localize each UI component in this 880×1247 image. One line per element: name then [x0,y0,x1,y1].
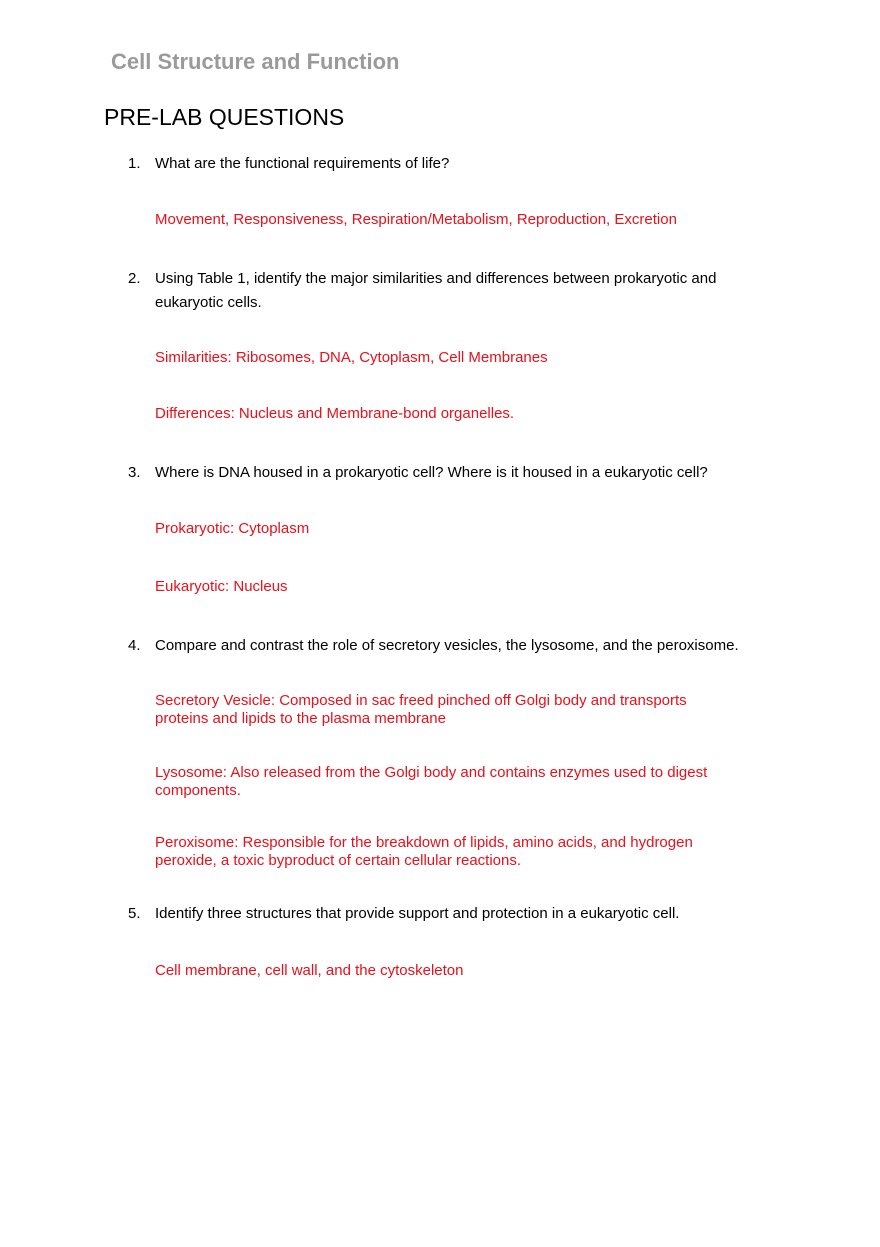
question-5-number: 5. [128,905,141,922]
question-1-text: What are the functional requirements of life? [155,155,450,172]
page-header-title: Cell Structure and Function [111,49,400,74]
question-4-number: 4. [128,637,141,654]
question-3-answer-1: Prokaryotic: Cytoplasm [155,520,310,537]
question-4-answer-1: Secretory Vesicle: Composed in sac freed pinched off Golgi body and transports proteins and lipids to the plasma membrane [155,692,687,727]
question-4-text: Compare and contrast the role of secretory vesicles, the lysosome, and the peroxisome. [155,637,739,654]
question-4-answer-3: Peroxisome: Responsible for the breakdown of lipids, amino acids, and hydrogen peroxide, a toxic byproduct of certain cellular reactions. [155,834,693,869]
question-1-answer-1: Movement, Responsiveness, Respiration/Metabolism, Reproduction, Excretion [155,211,677,228]
question-2-answer-2: Differences: Nucleus and Membrane-bond organelles. [155,405,515,422]
question-3-number: 3. [128,464,141,481]
question-3-answer-2: Eukaryotic: Nucleus [155,578,288,595]
question-4-answer-2: Lysosome: Also released from the Golgi body and contains enzymes used to digest components. [155,764,708,799]
question-2-number: 2. [128,270,141,287]
question-3-text: Where is DNA housed in a prokaryotic cell? Where is it housed in a eukaryotic cell? [155,464,708,481]
question-2-answer-1: Similarities: Ribosomes, DNA, Cytoplasm, Cell Membranes [155,349,548,366]
question-1-number: 1. [128,155,141,172]
question-2-text: Using Table 1, identify the major similarities and differences between prokaryotic and eukaryotic cells. [155,270,717,311]
question-5-answer-1: Cell membrane, cell wall, and the cytoskeleton [155,962,464,979]
section-title: PRE-LAB QUESTIONS [104,104,345,130]
question-5-text: Identify three structures that provide support and protection in a eukaryotic cell. [155,905,680,922]
